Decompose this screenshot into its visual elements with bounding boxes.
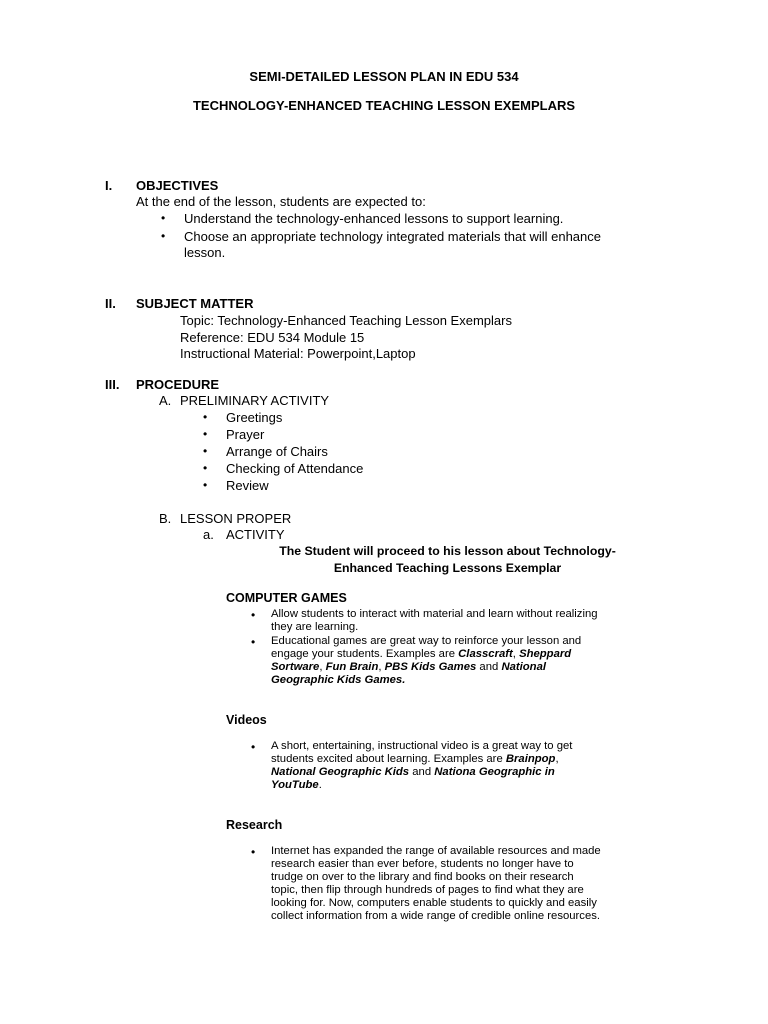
separator: , [512, 648, 520, 660]
period: . [318, 779, 322, 791]
preliminary-title: PRELIMINARY ACTIVITY [180, 393, 330, 408]
research-item: Internet has expanded the range of available resources and made [271, 845, 601, 857]
examples-intro: engage your students. Examples are [271, 648, 459, 660]
objective-item: Understand the technology-enhanced lessons to support learning. [184, 211, 564, 226]
computer-games-examples-line [271, 648, 571, 661]
example-national-geographic-kids: National Geographic Kids [271, 766, 410, 778]
section-title-objectives: OBJECTIVES [136, 178, 219, 193]
example-national-geographic: National [501, 661, 547, 673]
videos-examples-line [271, 766, 555, 779]
example-sheppard: Sheppard [519, 648, 572, 660]
document-title: SEMI-DETAILED LESSON PLAN IN EDU 534 [249, 69, 519, 84]
bullet-icon: • [161, 229, 166, 243]
computer-games-examples-line [271, 661, 546, 674]
example-brainpop: Brainpop [505, 753, 556, 765]
example-sheppard-continuation: Sortware [271, 661, 320, 673]
objective-item-continuation: lesson. [184, 245, 226, 260]
research-item-continuation: topic, then flip through hundreds of pages to find what they are [271, 884, 584, 896]
lesson-proper-title: LESSON PROPER [180, 511, 292, 526]
videos-examples-line [271, 779, 322, 792]
activity-statement: The Student will proceed to his lesson about Technology- [279, 544, 616, 558]
example-pbs-kids-games: PBS Kids Games [384, 661, 477, 673]
computer-games-item: Allow students to interact with material and learn without realizing [271, 608, 598, 620]
bullet-icon: • [251, 740, 256, 754]
computer-games-item-continuation: they are learning. [271, 621, 359, 633]
section-title-subject-matter: SUBJECT MATTER [136, 296, 254, 311]
research-item-continuation: looking for. Now, computers enable students to quickly and easily [271, 897, 597, 909]
section-title-procedure: PROCEDURE [136, 377, 220, 392]
example-nationa-geographic-youtube: Nationa Geographic in [434, 766, 555, 778]
bullet-icon: • [203, 461, 208, 475]
research-item-continuation: trudge on over to the library and find books on their research [271, 871, 574, 883]
preliminary-item: Checking of Attendance [226, 461, 364, 476]
examples-intro: students excited about learning. Examples are [271, 753, 506, 765]
subject-reference: Reference: EDU 534 Module 15 [180, 330, 365, 345]
bullet-icon: • [203, 478, 208, 492]
computer-games-examples-line [271, 674, 405, 687]
bullet-icon: • [203, 410, 208, 424]
videos-heading: Videos [226, 713, 267, 727]
section-number-subject-matter: II. [105, 296, 116, 311]
computer-games-item: Educational games are great way to reinforce your lesson and [271, 635, 582, 647]
activity-title: ACTIVITY [226, 527, 285, 542]
bullet-icon: • [251, 845, 256, 859]
objectives-intro: At the end of the lesson, students are expected to: [136, 194, 426, 209]
research-item-continuation: collect information from a wide range of credible online resources. [271, 910, 601, 922]
example-national-geographic-continuation: Geographic Kids Games. [271, 674, 406, 686]
videos-examples-line [271, 753, 559, 766]
subject-material: Instructional Material: Powerpoint,Laptop [180, 346, 416, 361]
subject-topic: Topic: Technology-Enhanced Teaching Lesson Exemplars [180, 313, 512, 328]
activity-statement-continuation: Enhanced Teaching Lessons Exemplar [333, 561, 562, 575]
preliminary-label: A. [159, 393, 172, 408]
bullet-icon: • [251, 608, 256, 622]
separator: and [409, 766, 435, 778]
bullet-icon: • [251, 635, 256, 649]
example-youtube: YouTube [271, 779, 319, 791]
videos-item: A short, entertaining, instructional video is a great way to get [271, 740, 573, 752]
preliminary-item: Prayer [226, 427, 265, 442]
separator: , [319, 661, 326, 673]
activity-label: a. [203, 527, 214, 542]
lesson-proper-label: B. [159, 511, 172, 526]
research-item-continuation: research easier than ever before, students no longer have to [271, 858, 574, 870]
section-number-procedure: III. [105, 377, 120, 392]
preliminary-item: Arrange of Chairs [226, 444, 328, 459]
preliminary-item: Review [226, 478, 269, 493]
separator: , [555, 753, 559, 765]
bullet-icon: • [161, 211, 166, 225]
example-fun-brain: Fun Brain [325, 661, 379, 673]
bullet-icon: • [203, 427, 208, 441]
bullet-icon: • [203, 444, 208, 458]
separator: and [476, 661, 502, 673]
section-number-objectives: I. [105, 178, 113, 193]
research-heading: Research [226, 818, 283, 832]
separator: , [378, 661, 385, 673]
objective-item: Choose an appropriate technology integrated materials that will enhance [184, 229, 601, 244]
computer-games-heading: COMPUTER GAMES [226, 591, 347, 605]
example-classcraft: Classcraft [458, 648, 513, 660]
preliminary-item: Greetings [226, 410, 283, 425]
document-subtitle: TECHNOLOGY-ENHANCED TEACHING LESSON EXEMPLARS [192, 98, 576, 113]
